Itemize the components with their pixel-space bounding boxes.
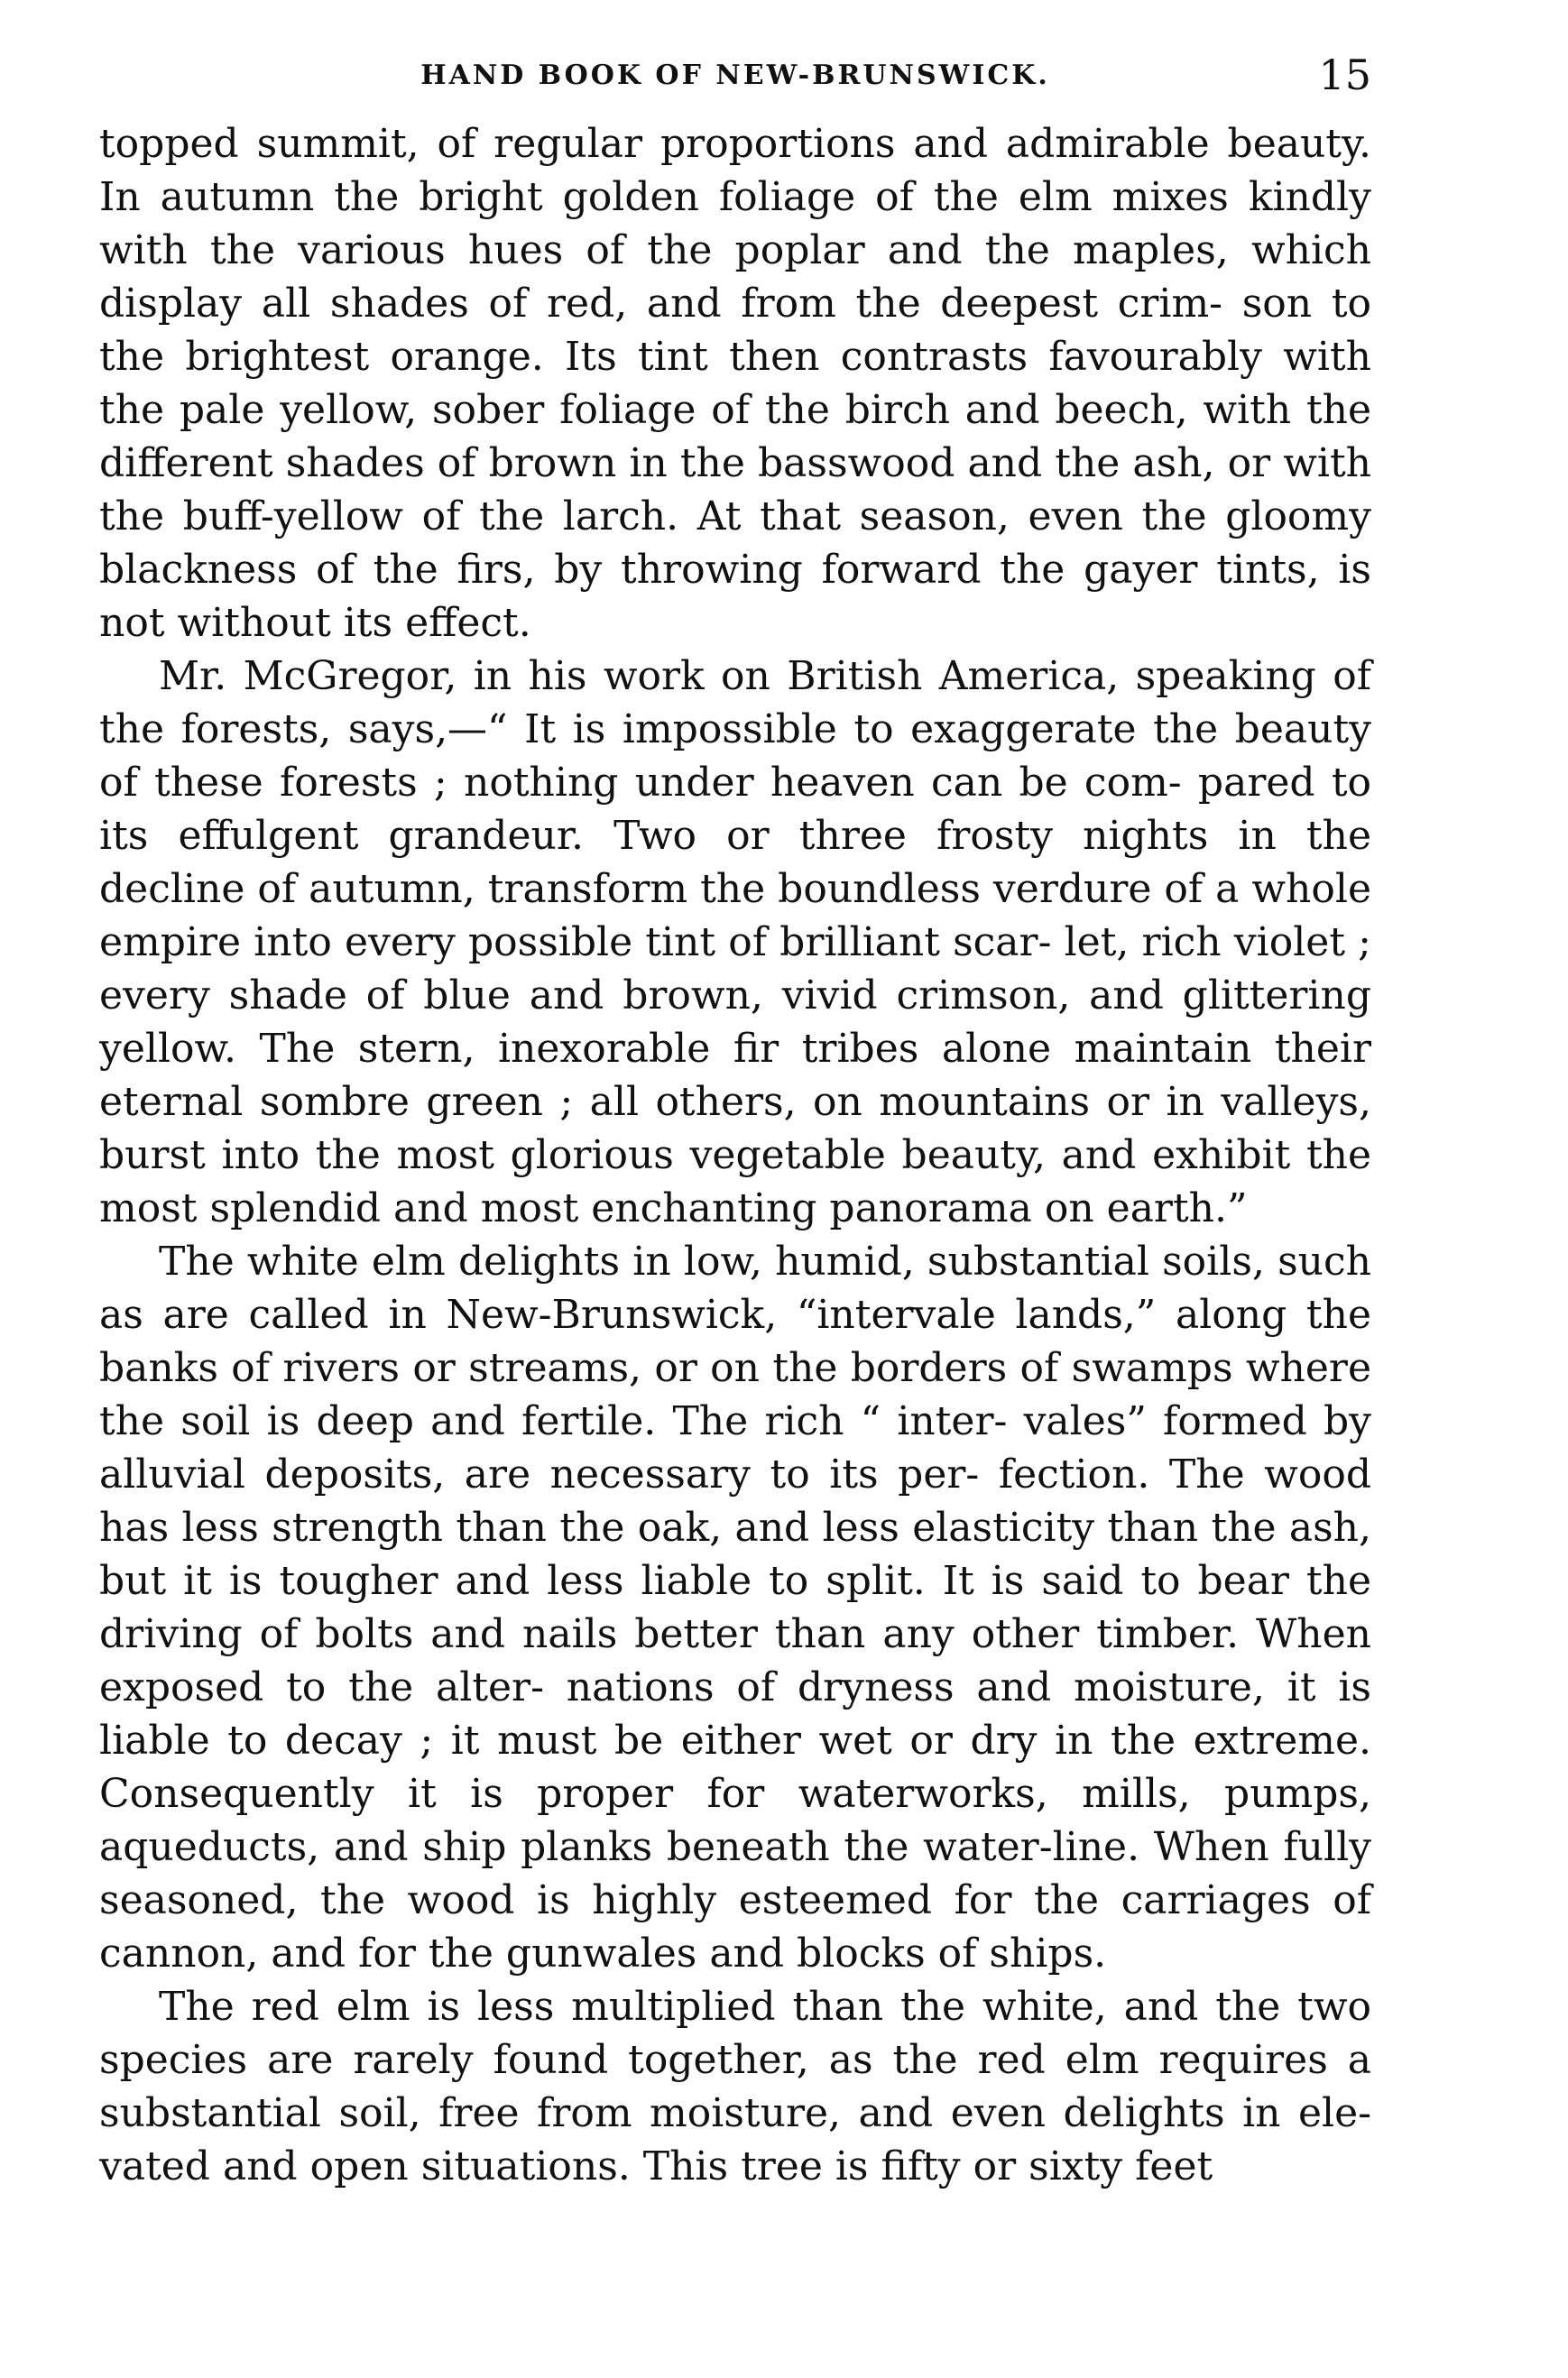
- page-number: 15: [1318, 51, 1371, 99]
- book-page: [99, 45, 1371, 2193]
- paragraph-white-elm: The white elm delights in low, humid, substantial soils, such as are called in New-Brunswick, “intervale lands,” along the banks of rivers or streams, or on the borders of swamps where the soil is deep and fertile. The rich “ inter- vales” formed by alluvial deposits, are necessary to its per- fection. The wood has less strength than the oak, and less elasticity than the ash, but it is tougher and less liable to split. It is said to bear the driving of bolts and nails better than any other timber. When exposed to the alter- nations of dryness and moisture, it is liable to decay ; it must be either wet or dry in the extreme. Consequently it is proper for waterworks, mills, pumps, aqueducts, and ship planks beneath the water-line. When fully seasoned, the wood is highly esteemed for the carriages of cannon, and for the gunwales and blocks of ships.: [99, 1239, 1371, 1977]
- body-text: [99, 117, 1371, 2193]
- running-title: HAND BOOK OF NEW-BRUNSWICK.: [420, 60, 1050, 91]
- paragraph-continued: topped summit, of regular proportions and admirable beauty. In autumn the bright golden foliage of the elm mixes kindly with the various hues of the poplar and the maples, which display all shades of red, and from the deepest crim- son to the brightest orange. Its tint then contrasts favourably with the pale yellow, sober foliage of the birch and beech, with the different shades of brown in the basswood and the ash, or with the buff-yellow of the larch. At that season, even the gloomy blackness of the firs, by throwing forward the gayer tints, is not without its effect.: [99, 121, 1371, 646]
- paragraph-mcgregor-quote: Mr. McGregor, in his work on British America, speaking of the forests, says,—“ It is impossible to exaggerate the beauty of these forests ; nothing under heaven can be com- pared to its effulgent grandeur. Two or three frosty nights in the decline of autumn, transform the boundless verdure of a whole empire into every possible tint of brilliant scar- let, rich violet ; every shade of blue and brown, vivid crimson, and glittering yellow. The stern, inexorable fir tribes alone maintain their eternal sombre green ; all others, on mountains or in valleys, burst into the most glorious vegetable beauty, and exhibit the most splendid and most enchanting panorama on earth.”: [99, 653, 1371, 1231]
- paragraph-red-elm: The red elm is less multiplied than the white, and the two species are rarely found together, as the red elm requires a substantial soil, free from moisture, and even delights in ele- vated and open situations. This tree is fifty or sixty feet: [99, 1984, 1371, 2189]
- running-header: [99, 45, 1371, 117]
